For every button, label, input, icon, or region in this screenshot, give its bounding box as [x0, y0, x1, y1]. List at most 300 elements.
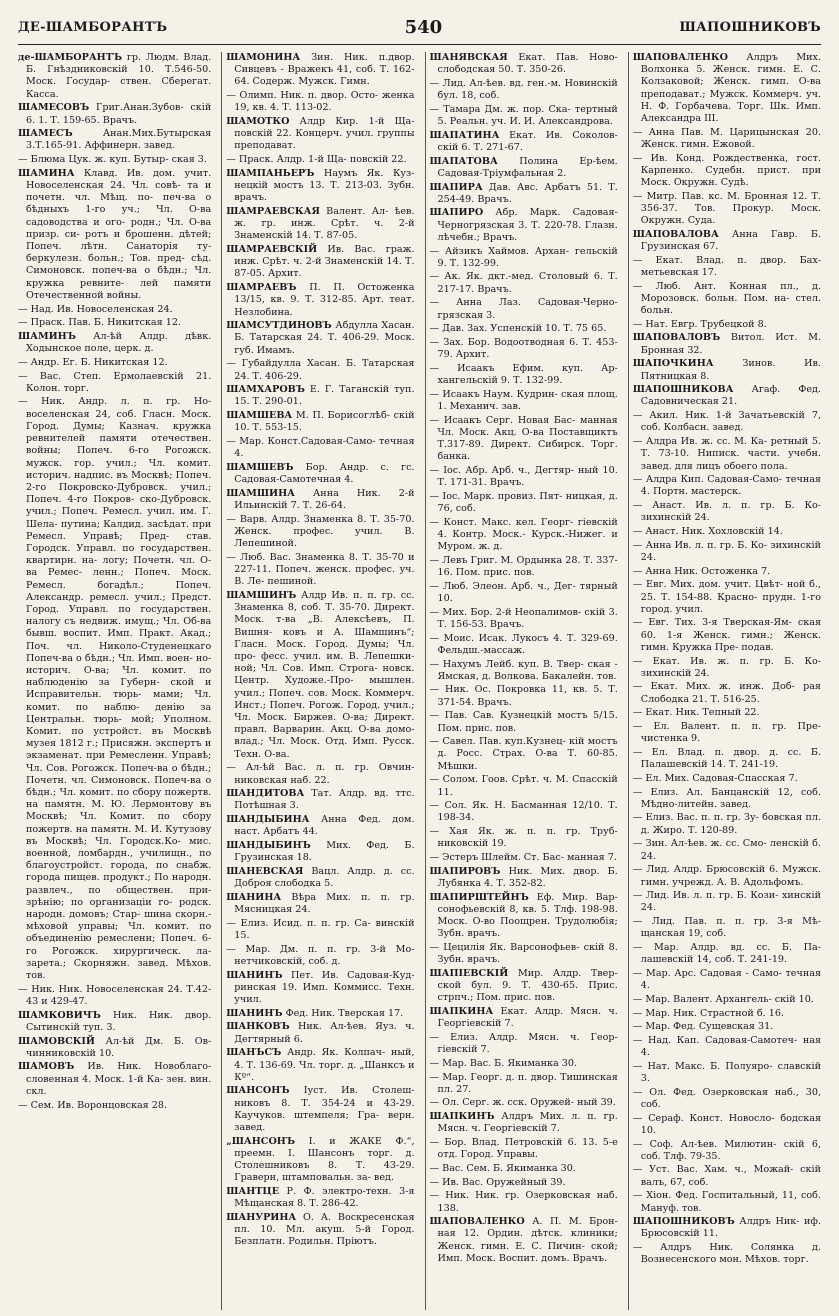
directory-entry — [430, 1058, 618, 1070]
entry-details: — Елиз. Исид. п. п. гр. Са- винскій 15. — [226, 917, 415, 942]
entry-surname: ШАНТЦЕ — [226, 1186, 280, 1198]
directory-entry — [430, 800, 618, 824]
directory-entry — [633, 890, 821, 914]
entry-surname: ШАНИНЪ — [226, 969, 283, 981]
entry-details: Ник. Ник. двор. Сытинскій туп. 3. — [26, 1009, 212, 1033]
directory-entry — [633, 358, 821, 382]
entry-details: Алдр Ив. п. п. гр. сс. Знаменка 8, соб. Т. 35-70. Директ. Моск. т-ва „В. Алексѣевъ, П. Вишня- ковъ и А. Шамшинъ“; Гласн. Моск. Город. Думы; Чл. про- фесс. учил. им. В. Лепешки- ной; Чл. Сов. Имп. Строга- новск. Центр. Художе.-Про- мышлен. учил.; Попеч. сов. Моск. Коммерч. Инст.; Попеч. Рогож. Город. учил.; Чл. Моск. Биржев. О-ва; Директ. правл. Варварин. Акц. О-ва домо- влад.; Чл. Моск. Отд. Имп. Русск. Техн. О-ва. — [234, 590, 415, 760]
entry-surname: ШАПИРОВЪ — [429, 865, 501, 877]
entry-details: — Исаакъ Наум. Кудрин- ская площ. 1. Механич. зав. — [429, 388, 618, 412]
directory-entry — [430, 659, 618, 683]
directory-entry — [430, 942, 618, 966]
directory-entry — [430, 736, 618, 773]
entry-details: — Люб. Элеон. Арб. ч., Дег- тярный 10. — [429, 580, 618, 605]
directory-entry — [226, 488, 414, 512]
directory-entry — [226, 384, 414, 408]
directory-entry — [226, 840, 414, 864]
directory-entry — [226, 410, 414, 434]
entry-details: — Левъ Григ. М. Ордынка 28. Т. 337-16. Пом. прис. пов. — [429, 554, 618, 579]
directory-entry — [430, 774, 618, 798]
entry-details: — Солом. Гоов. Срѣт. ч. М. Спасскій 11. — [429, 774, 618, 798]
entry-details: Абр. Марк. Садовая- Черногрязская 3. Т. 220-78. Глазн. лѣчебн.; Врачъ. — [437, 207, 618, 243]
entry-details: — Блюма Цук. ж. куп. Бутыр- ская 3. — [18, 154, 207, 166]
directory-entry — [430, 826, 618, 850]
entry-details: — Губайдулла Хасан. Б. Татарская 24. Т. 406-29. — [226, 358, 415, 382]
entry-details: Вацл. Алдр. д. сс. Доброя слободка 5. — [234, 866, 415, 890]
directory-entry — [226, 514, 414, 551]
entry-details: — Ник. Ник. Новоселенская 24. Т.42-43 и 429-47. — [18, 983, 212, 1007]
entry-surname: ШАМЕСЪ — [18, 128, 73, 140]
entry-details: — Андр. Ег. Б. Никитская 12. — [18, 356, 168, 368]
directory-entry — [226, 168, 414, 205]
entry-surname: ШАНУРИНА — [226, 1211, 297, 1223]
entry-surname: ШАНЕВСКАЯ — [226, 866, 304, 877]
entry-details: — Сем. Ив. Воронцовская 28. — [18, 1099, 168, 1111]
directory-entry — [430, 866, 618, 890]
directory-entry — [633, 229, 821, 253]
directory-entry — [430, 1177, 618, 1189]
directory-entry — [226, 1136, 414, 1185]
entry-details: — Анна Пав. М. Царицынская 20. Женск. гимн. Ежовой. — [632, 126, 821, 150]
entry-surname: ШАМСУТДИНОВЪ — [226, 320, 332, 332]
directory-entry — [18, 1010, 211, 1034]
directory-entry — [633, 1242, 821, 1266]
directory-entry — [226, 1212, 414, 1249]
directory-entry — [226, 90, 414, 114]
directory-entry — [226, 320, 414, 357]
entry-details: — Нахумъ Лейб. куп. В. Твер- ская - Ямская, д. Волкова. Бакалейн. тов. — [429, 658, 618, 682]
entry-details: — Митр. Пав. кс. М. Бронная 12. Т. 356-37. Тов. Прокур. Моск. Окружн. Суда. — [632, 190, 821, 227]
entry-details: — Іос. Абр. Арб. ч., Дегтяр- ный 10. Т. 171-31. Врачъ. — [429, 465, 618, 489]
directory-entry — [633, 1021, 821, 1033]
directory-entry — [226, 762, 414, 786]
directory-entry — [430, 1097, 618, 1109]
entry-surname: ШАМПАНЬЕРЪ — [226, 167, 315, 179]
entry-details: — Ив. Вас. Оружейный 39. — [429, 1176, 566, 1188]
entry-surname: ШАМШЕВЪ — [226, 462, 294, 473]
entry-details: — Алдра Ив. ж. сс. М. Ка- ретный 5. Т. 73-10. Ниписк. части. учебн. завед. для лицъ обоего пола. — [632, 436, 821, 472]
directory-entry — [633, 500, 821, 524]
entry-surname: „ШАНСОНЪ — [226, 1135, 296, 1147]
directory-entry — [18, 357, 211, 369]
entry-details: Вѣра Мих. п. п. гр. Мясницкая 24. — [234, 891, 415, 916]
entry-surname: ШАПОШНИКОВЪ — [632, 1216, 735, 1228]
entry-details: — Ол. Фед. Озерковская наб., 30, соб. — [632, 1086, 821, 1110]
page-header — [18, 10, 821, 45]
entry-details: — Вас. Сем. Б. Якиманка 30. — [429, 1162, 576, 1174]
directory-entry — [633, 474, 821, 498]
entry-details: гр. Людм. Влад. Б. Гнѣздниковскій 10. Т.546-50. Моск. Государ- ствен. Сберегат. Касса. — [26, 52, 212, 100]
directory-entry — [226, 866, 414, 890]
directory-entry — [633, 255, 821, 279]
directory-entry — [430, 271, 618, 295]
entry-surname: ШАМРАЕВСКАЯ — [226, 205, 320, 217]
directory-entry — [430, 363, 618, 387]
directory-entry — [633, 153, 821, 190]
directory-entry — [226, 1008, 414, 1020]
directory-entry — [633, 1113, 821, 1137]
directory-entry — [226, 358, 414, 382]
directory-entry — [633, 681, 821, 705]
entry-details: — Моис. Исак. Лукосъ 4. Т. 329-69. Фельдш.-массаж. — [429, 632, 618, 656]
directory-entry — [633, 410, 821, 434]
entry-details: Анан.Мих.Бутырская 3.Т.165-91. Аффинерн. завед. — [26, 128, 212, 152]
directory-entry — [633, 127, 821, 151]
entry-details: А. П. М. Брон- ная 12. Ордин. дѣтск. клиники; Женск. гимн. Е. С. Пичин- ской; Имп. Моск. Воспит. домъ. Врачъ. — [437, 1216, 618, 1264]
directory-entry — [430, 1006, 618, 1030]
entry-details: Абдулла Хасан. Б. Татарская 24. Т. 406-29. Моск. губ. Имамъ. — [234, 320, 415, 356]
entry-surname: ШАНИНА — [226, 891, 282, 903]
entry-details: — Анна Ив. л. п. гр. Б. Ко- зихинскій 24. — [632, 539, 821, 563]
entry-details: Зинов. Ив. Пятницкая 8. — [640, 358, 821, 382]
entry-details: — Лид. Ив. л. п. гр. Б. Кози- хинскій 24. — [632, 890, 821, 914]
directory-entry — [18, 396, 211, 982]
directory-entry — [226, 116, 414, 153]
directory-entry — [18, 371, 211, 395]
entry-details: О. А. Воскресенская пл. 10. Мл. акуш. 5-й Город. Безплатн. Родильн. Пріютъ. — [234, 1211, 415, 1248]
directory-entry — [633, 617, 821, 654]
directory-entry — [18, 1100, 211, 1112]
entry-details: Зин. Ник. п.двор. Сивцевъ - Вражекъ 41, соб. Т. 162-64. Содерж. Мужск. Гимн. — [234, 52, 415, 88]
directory-entry — [633, 838, 821, 862]
entry-details: Пет. Ив. Садовая-Куд- ринская 19. Имп. Коммисс. Техн. учил. — [234, 969, 415, 1006]
directory-entry — [633, 787, 821, 811]
directory-entry — [226, 788, 414, 812]
entry-surname: ШАНИНЪ — [226, 1007, 283, 1019]
entry-details: Ал-ѣй Алдр. дѣвк. Ходынское поле, церк. д. — [26, 330, 212, 355]
entry-details: — Сол. Як. Н. Басманная 12/10. Т. 198-34. — [429, 800, 618, 824]
directory-entry — [430, 297, 618, 321]
entry-details: Алдръ Мих. л. п. гр. Мясн. ч. Георгіевскій 7. — [437, 1111, 618, 1135]
entry-details: — Зин. Ал-ѣев. ж. сс. Смо- ленскій б. 24. — [632, 838, 821, 862]
entry-surname: ШАНДЫБИНЪ — [226, 840, 311, 852]
directory-entry — [430, 1216, 618, 1265]
entry-surname: ШАМОТКО — [226, 116, 290, 128]
entry-surname: ШАПОЧКИНА — [632, 358, 714, 370]
directory-entry — [430, 415, 618, 464]
entry-surname: ШАМОВЪ — [18, 1061, 75, 1073]
entry-details: Витол. Ист. М. Бронная 32. — [640, 332, 821, 356]
directory-entry — [430, 892, 618, 941]
directory-entry — [226, 892, 414, 916]
directory-entry — [633, 566, 821, 578]
directory-entry — [18, 984, 211, 1008]
directory-entry — [633, 191, 821, 228]
entry-details: — Ив. Конд. Рождественка, гост. Карпенко. Судебн. прист. при Моск. Окружн. Судѣ. — [632, 152, 821, 189]
directory-entry — [430, 852, 618, 864]
entry-details: — Нат. Евгр. Трубецкой 8. — [632, 318, 767, 330]
entry-details: — Екат. Мих. ж. инж. Доб- рая Слободка 21. Т. 516-25. — [632, 681, 821, 705]
directory-entry — [18, 154, 211, 166]
entry-details: — Люб. Ант. Конная пл., д. Морозовск. больн. Пом. на- стел. больн. — [632, 280, 821, 317]
entry-surname: ШАПИРА — [429, 181, 483, 193]
entry-surname: ШАПОВАЛОВЪ — [632, 332, 721, 344]
directory-columns — [18, 52, 825, 1310]
entry-details: — Бор. Влад. Петровскій 6. 13. 5-е отд. Город. Управы. — [429, 1137, 618, 1161]
directory-entry — [226, 814, 414, 838]
entry-surname: ШАНДИТОВА — [226, 788, 305, 800]
directory-entry — [226, 590, 414, 761]
entry-surname: ШАМХАРОВЪ — [226, 384, 305, 396]
entry-surname: ШАПИРШТЕЙНЪ — [429, 891, 529, 903]
entry-details: — Мих. Бор. 2-й Неопалимов- скій 3. Т. 156-53. Врачъ. — [429, 606, 618, 630]
directory-entry — [226, 462, 414, 486]
entry-details: Дав. Авс. Арбатъ 51. Т. 254-49. Врачъ. — [437, 181, 618, 205]
entry-details: Екат. Алдр. Мясн. ч. Георгіевскій 7. — [437, 1006, 618, 1030]
entry-details: — Мар. Георг. д. п. двор. Тишинская пл. 27. — [429, 1071, 618, 1095]
directory-entry — [226, 1186, 414, 1210]
entry-details: Ив. Вас. граж. инж. Срѣт. ч. 2-й Знаменскій 14. Т. 87-05. Архит. — [234, 244, 415, 280]
directory-entry — [633, 526, 821, 538]
directory-entry — [18, 304, 211, 316]
entry-details: Алдръ Мих. Волхонка 5. Женск. гимн. Е. С. Колзаковой; Женск. гимп. О-ва преподават.; Мужск. Коммерч. уч. Н. Ф. Горбачева. Торг. Шк. Имп. Александра III. — [640, 52, 821, 125]
directory-entry — [633, 1061, 821, 1085]
entry-details: Анна Фед. дом. наст. Арбатъ 44. — [234, 814, 415, 838]
entry-details: — Анна Ник. Остоженка 7. — [632, 565, 771, 577]
entry-details: Анна Ник. 2-й Ильинскій 7. Т. 26-64. — [234, 487, 415, 512]
directory-entry — [18, 102, 211, 126]
directory-entry — [430, 104, 618, 128]
entry-details: — Олимп. Ник. п. двор. Осто- женка 19, кв. 4. Т. 113-02. — [226, 90, 415, 114]
directory-entry — [226, 282, 414, 319]
entry-surname: ШАНКОВЪ — [226, 1021, 290, 1033]
entry-details: Наумъ Як. Куз- нецкій мостъ 13. Т. 213-03. Зубн. врачъ. — [234, 167, 415, 204]
directory-entry — [430, 156, 618, 180]
directory-entry — [226, 970, 414, 1007]
directory-entry — [430, 389, 618, 413]
directory-entry — [226, 436, 414, 460]
directory-entry — [226, 552, 414, 589]
entry-surname: ШАМКОВИЧЪ — [18, 1009, 101, 1021]
column-2 — [221, 52, 418, 1310]
entry-details: Еф. Мир. Вар- сонофьевскій 8, кв. 5. Тлф. 198-98. Моск. О-во Поощрен. Трудолюбія; Зубн. врачъ. — [437, 891, 618, 940]
directory-entry — [430, 607, 618, 631]
directory-entry — [633, 332, 821, 356]
entry-details: — Екат. Влад. п. двор. Бах- метьевская 17. — [632, 254, 821, 278]
directory-entry — [430, 633, 618, 657]
entry-details: Екат. Ив. Соколов- скій 6. Т. 271-67. — [437, 129, 618, 153]
directory-entry — [633, 942, 821, 966]
directory-entry — [18, 317, 211, 329]
directory-entry — [633, 384, 821, 408]
entry-surname: ШАМЕСОВЪ — [18, 102, 90, 114]
directory-entry — [18, 128, 211, 152]
entry-details: — Ел. Влад. п. двор. д. сс. Б. Палашевскій 14. Т. 241-19. — [632, 746, 821, 771]
directory-entry — [430, 968, 618, 1005]
entry-details: — Уст. Вас. Хам. ч., Можай- скій валъ, 67, соб. — [632, 1164, 821, 1188]
directory-entry — [18, 331, 211, 355]
directory-entry — [633, 540, 821, 564]
entry-details: Григ.Анан.Зубов- скій 6. 1. Т. 159-65. Врачъ. — [26, 102, 212, 126]
entry-details: — Евг. Тих. 3-я Тверская-Ям- ская 60. 1-я Женск. гимн.; Женск. гимн. Кружка Пре- подав. — [632, 617, 821, 653]
entry-details: М. П. Борисоглѣб- скій 10. Т. 553-15. — [234, 410, 415, 434]
directory-entry — [430, 130, 618, 154]
entry-details: — Лид. Алдр. Брюсовскій 6. Мужск. гимн. учрежд. А. В. Адольфомъ. — [632, 864, 821, 888]
entry-details: — Акил. Ник. 1-й Зачатьевскій 7, соб. Колбасн. завед. — [632, 410, 821, 434]
directory-entry — [633, 747, 821, 771]
directory-entry — [226, 206, 414, 243]
entry-surname: ШАНСОНЪ — [226, 1085, 290, 1097]
entry-surname: ШАМРАЕВЪ — [226, 282, 297, 294]
entry-details: Анна Гавр. Б. Грузинская 67. — [640, 228, 821, 253]
directory-entry — [430, 517, 618, 554]
entry-details: — Ник. Ос. Покровка 11, кв. 5. Т. 371-54. Врачъ. — [429, 684, 618, 708]
entry-details: Андр. Як. Колпач- ный, 4. Т. 136-69. Чл. торг. д. „Шанксъ и Кº“. — [234, 1047, 415, 1083]
directory-entry — [633, 579, 821, 616]
entry-details: — Пав. Сав. Кузнецкій мостъ 5/15. Пом. прис. пов. — [429, 710, 618, 734]
entry-surname: ШАПАТИНА — [429, 129, 500, 141]
directory-entry — [633, 281, 821, 318]
directory-entry — [430, 555, 618, 579]
entry-details: — Исаакъ Серг. Новая Бас- манная Чл. Моск. Акц. О-ва Поставщиктъ Т.317-89. Директ. Сибирск. Торг. банка. — [429, 414, 618, 463]
directory-entry — [18, 168, 211, 302]
directory-entry — [430, 52, 618, 76]
directory-entry — [633, 436, 821, 473]
entry-details: Р. Ф. электро-техн. 3-я Мѣщанская 8. Т. 286-42. — [234, 1186, 415, 1210]
directory-entry — [430, 491, 618, 515]
page-number: 540 — [404, 16, 443, 38]
directory-entry — [633, 52, 821, 125]
directory-entry — [430, 78, 618, 102]
entry-surname: ШАМШЕВА — [226, 410, 293, 422]
entry-details: Полина Ер-ѣем. Садовая-Тріумфальная 2. — [437, 155, 618, 179]
directory-entry — [430, 1032, 618, 1056]
directory-entry — [633, 1190, 821, 1214]
directory-entry — [430, 207, 618, 244]
entry-details: — Ол. Серг. ж. сск. Оружей- ный 39. — [429, 1097, 616, 1109]
entry-surname: ШАПОВАЛЕНКО — [632, 52, 729, 63]
entry-surname: ШАПКИНЪ — [429, 1111, 495, 1123]
entry-details: — Анаст. Ник. Хохловскій 14. — [632, 526, 783, 538]
entry-details: — Ник. Ник. гр. Озерковская наб. 138. — [429, 1190, 618, 1214]
entry-details: — Исаакъ Ефим. куп. Ар- хангельскій 9. Т. 132-99. — [429, 362, 618, 387]
entry-details: — Ел. Валент. п. п. гр. Пре- чистенка 9. — [632, 721, 821, 745]
directory-entry — [633, 968, 821, 992]
running-head-right: ШАПОШНИКОВЪ — [679, 19, 821, 35]
entry-details: — Зах. Бор. Водоотводная 6. Т. 453-79. Архит. — [429, 336, 618, 361]
entry-details: — Цецилія Як. Варсонофьев- скій 8. Зубн. врачъ. — [429, 942, 618, 966]
entry-surname: ШАМОНИНА — [226, 52, 301, 63]
entry-details: Екат. Пав. Ново- слободская 50. Т. 350-26. — [437, 52, 618, 76]
entry-details: — Мар. Ник. Страстной б. 16. — [632, 1007, 784, 1019]
entry-surname: ШАПИРО — [429, 207, 484, 219]
entry-details: — Вас. Степ. Ермолаевскій 21. Колон. торг. — [18, 370, 212, 394]
directory-entry — [633, 916, 821, 940]
directory-entry — [430, 1190, 618, 1214]
entry-details: — Анна Лаз. Садовая-Черно- грязская 3. — [429, 297, 618, 321]
entry-details: — Праск. Пав. Б. Никитская 12. — [18, 317, 181, 329]
directory-entry — [226, 944, 414, 968]
directory-entry — [430, 465, 618, 489]
entry-details: Алдръ Ник- иф. Брюсовскій 11. — [640, 1216, 821, 1240]
directory-entry — [430, 1163, 618, 1175]
entry-surname: ШАМИНЪ — [18, 330, 76, 342]
entry-details: Фед. Ник. Тверская 17. — [282, 1007, 404, 1019]
directory-entry — [633, 319, 821, 331]
entry-details: — Іос. Марк. провиз. Пят- ницкая, д. 76, соб. — [429, 490, 618, 515]
running-head-left: ДЕ-ШАМБОРАНТЪ — [18, 19, 168, 35]
directory-entry — [633, 1035, 821, 1059]
entry-details: — Над. Ив. Новоселенская 24. — [18, 303, 173, 315]
directory-entry — [226, 52, 414, 89]
entry-surname: ШАНЪСЪ — [226, 1047, 282, 1059]
entry-details: Алдр Кир. 1-й Ща- повскій 22. Концерч. учил. группы преподават. — [234, 116, 415, 152]
entry-details: — Алдръ Ник. Солянка д. Вознесенского мон. Мѣхов. торг. — [632, 1242, 821, 1266]
directory-entry — [430, 323, 618, 335]
entry-details: Ив. Ник. Новоблаго- словенная 4. Моск. 1-й Ка- зен. вин. скл. — [26, 1061, 212, 1097]
entry-details: — Варв. Алдр. Знаменка 8. Т. 35-70. Женск. профес. учил. В. Лепешиной. — [226, 513, 415, 550]
entry-details: — Анаст. Ив. л. п. гр. Б. Ко- зихинскій 24. — [632, 500, 821, 524]
directory-entry — [430, 182, 618, 206]
entry-details: — Дав. Зах. Успенскій 10. Т. 75 65. — [429, 323, 607, 335]
entry-details: Валент. Ал- ѣев. ж. гр. инж. Срѣт. ч. 2-й Знаменскій 14. Т. 87-05. — [234, 205, 415, 242]
directory-entry — [226, 1085, 414, 1134]
entry-details: — Ник. Андр. л. п. гр. Но- воселенская 24, соб. Гласн. Моск. Город. Думы; Казнач. кружка ревнителей памяти отечествен. войны; Попеч. 6-го Рогожск. мужск. гор. учил.; Чл. комит. историч. надпис. въ Москвѣ; Попеч. 2-го Покровско-Дубровск. учил.; Попеч. 4-го Покров- ско-Дубровск. учил.; Попеч. Ремесл. учил. им. Г. Шела- путина; Калдид. засѣдат. при Ремесл. Управѣ; Пред- став. Городск. Управл. по государствен. квартирн. на- логу; Почетн. чл. О-ва Ремес- ленн.; Попеч. Моск. Ремесл. богадѣл.; Попеч. Александр. ремесл. учил.; Предст. Город. Управл. по государствен. налогу съ недвиж. имущ.; Чл. Об-ва бывш. воспит. Имп. Практ. Акад.; Поч. чл. Николо-Студенецкаго Попеч-ва о бѣдн.; Чл. Имп. воен- но-историч. О-ва; Чл. комит. по наблюденію за Губерн- ской и Исправительн. тюрь- мами; Чл. комит. по наблю- денію за Центральн. тюрь- мой; Уполном. Комит. по устройст. въ Москвѣ музея 1812 г.; Присяжн. экспертъ и экзаменат. при Ремесленн. Управѣ; Чл. Сов. Рогожск. Попеч-ва о бѣдн.; Почетн. чл. Симоновск. Попеч-ва о бѣдн.; Чл. комит. по сбору пожертв. на памятн. М. Ю. Лермонтову въ Москвѣ; Чл. Комит. по сбору пожертв. на памятн. М. И. Кутузову въ Москвѣ; Чл. Городск.Ко- мис. военной, ломбардн., училищн., по благоустройст. города, по снабж. города пищев. продукт.; По народн. развлеч., по обществен. при- зрѣнію; по организаціи го- родск. народн. домовъ; Стар- шина скорн.-мѣховой управы; Чл. комит. по объединенію ремесленн; Попеч. 6-го Рогожск. хирургическ. ла- зарета.; Скорняжн. завед. Мѣхов. тов. — [18, 396, 212, 982]
directory-entry — [430, 710, 618, 734]
column-4 — [628, 52, 825, 1310]
entry-details: — Над. Кап. Садовая-Самотеч- ная 4. — [632, 1034, 821, 1059]
entry-surname: ШАНЯВСКАЯ — [429, 52, 508, 63]
directory-entry — [430, 1137, 618, 1161]
directory-entry — [633, 864, 821, 888]
entry-details: — Ак. Як. дкт.-мед. Столовый 6. Т. 217-17. Врачъ. — [429, 271, 618, 295]
entry-details: — Елиз. Ал. Банцанскій 12, соб. Мѣдно-литейн. завед. — [632, 786, 821, 810]
entry-details: — Нат. Макс. Б. Полуяро- славскій 3. — [632, 1060, 821, 1085]
entry-details: — Мар. Фед. Сущевская 31. — [632, 1021, 774, 1033]
entry-surname: ШАПОВАЛЕНКО — [429, 1216, 525, 1228]
directory-entry — [633, 1139, 821, 1163]
entry-details: — Хая Як. ж. п. п. гр. Труб- никовскій 19. — [429, 826, 618, 850]
entry-details: — Мар. Вас. Б. Якиманка 30. — [429, 1057, 578, 1069]
entry-details: Мир. Алдр. Твер- ской бул. 9. Т. 430-65. Прис. стрпч.; Пом. прис. пов. — [437, 967, 618, 1004]
entry-details: — Алдра Кип. Садовая-Само- течная 4. Портн. мастерск. — [632, 474, 821, 498]
directory-entry — [430, 684, 618, 708]
entry-details: — Айзикъ Хаймов. Архан- гельскій 9. Т. 132-99. — [429, 245, 618, 269]
entry-details: — Екат. Ник. Тепный 22. — [632, 707, 760, 719]
directory-entry — [226, 1047, 414, 1084]
directory-entry — [633, 812, 821, 836]
entry-details: — Мар. Арс. Садовая - Само- течная 4. — [632, 967, 821, 992]
directory-entry — [633, 1008, 821, 1020]
entry-details: — Тамара Дм. ж. пор. Ска- тертный 5. Реальн. уч. И. И. Александрова. — [429, 103, 618, 128]
entry-details: — Елиз. Вас. п. п. гр. Зу- бовская пл. д. Жиро. Т. 120-89. — [632, 812, 821, 836]
directory-entry — [18, 1061, 211, 1098]
entry-details: — Мар. Валент. Архангель- скій 10. — [632, 993, 814, 1005]
directory-entry — [633, 773, 821, 785]
entry-details: Агаф. Фед. Садовническая 21. — [640, 384, 821, 408]
entry-surname: ШАМИНА — [18, 167, 75, 179]
directory-entry — [430, 1111, 618, 1135]
entry-surname: ШАНДЫБИНА — [226, 814, 310, 826]
entry-surname: ШАПІЕВСКІЙ — [429, 967, 509, 979]
column-3 — [425, 52, 622, 1310]
entry-surname: ШАПОВАЛОВА — [632, 228, 719, 240]
entry-details: — Елиз. Алдр. Мясн. ч. Геор- гіевскій 7. — [429, 1031, 618, 1056]
directory-entry — [633, 656, 821, 680]
entry-details: — Савел. Пав. куп.Кузнец- кій мостъ д. Росс. Страх. О-ва Т. 60-85. Мѣшки. — [429, 736, 618, 772]
directory-entry — [18, 1036, 211, 1060]
directory-entry — [430, 337, 618, 361]
entry-details: Е. Г. Таганскій туп. 15. Т. 290-01. — [234, 384, 415, 408]
entry-details: П. П. Остоженка 13/15, кв. 9. Т. 312-85. Арт. теат. Незлобина. — [234, 282, 415, 318]
entry-details: — Сераф. Конст. Новосло- бодская 10. — [632, 1112, 821, 1136]
entry-details: Іуст. Ив. Столеш- никовъ 8. Т. 354-24 и 43-29. Каучуков. штемпеля; Гра- верн. завед. — [234, 1085, 415, 1134]
entry-surname: ШАМРАЕВСКІЙ — [226, 244, 318, 256]
entry-details: І. и ЖАКЕ Ф.“, преемн. І. Шансонъ торг. д. Столешниковъ 8. Т. 43-29. Граверн, штамповальн. за- вед. — [234, 1135, 415, 1184]
directory-entry — [18, 52, 211, 101]
entry-details: — Конст. Макс. кел. Георг- гіевскій 4. Контр. Моск.- Курск.-Нижег. и Муром. ж. д. — [429, 516, 618, 553]
entry-surname: ШАПАТОВА — [429, 155, 498, 167]
